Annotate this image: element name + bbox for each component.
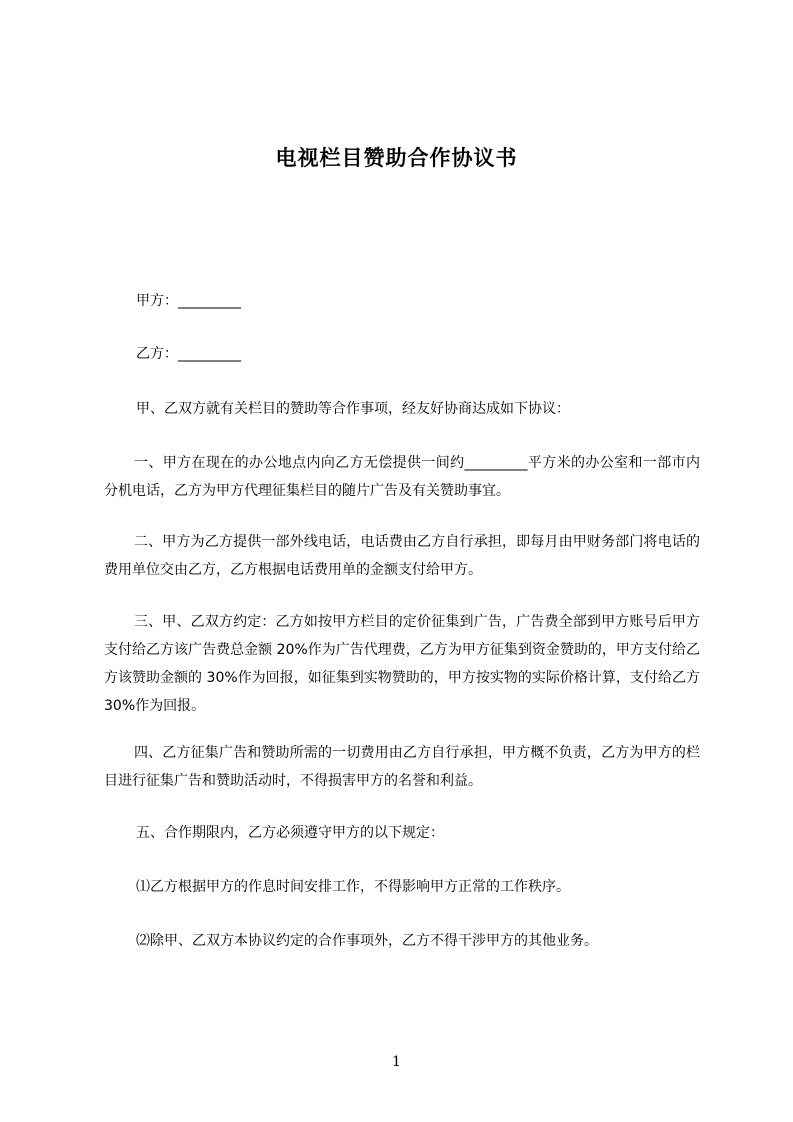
party-b-line: 乙方：_________ [136, 346, 241, 362]
clause-4: 四、乙方征集广告和赞助所需的一切费用由乙方自行承担，甲方概不负责，乙方为甲方的栏目进行征集广告和赞助活动时，不得损害甲方的名誉和利益。 [104, 745, 700, 789]
clause-1: 一、甲方在现在的办公地点内向乙方无偿提供一间约_________平方米的办公室和一部市内分机电话，乙方为甲方代理征集栏目的随片广告及有关赞助事宜。 [104, 455, 700, 499]
clause-5: 五、合作期限内，乙方必须遵守甲方的以下规定： [136, 825, 444, 841]
clause-5-item-2: ⑵除甲、乙双方本协议约定的合作事项外，乙方不得干涉甲方的其他业务。 [136, 933, 598, 949]
party-a-line: 甲方：_________ [136, 293, 241, 309]
clause-3: 三、甲、乙双方约定：乙方如按甲方栏目的定价征集到广告，广告费全部到甲方账号后甲方支付给乙方该广告费总金额 20%作为广告代理费，乙方为甲方征集到资金赞助的，甲方支付给乙方该赞助金额的 30%作为回报，如征集到实物赞助的，甲方按实物的实际价格计算，支付给乙方 30%作为回报。 [104, 614, 705, 714]
page-number: 1 [392, 1054, 401, 1070]
document-title: 电视栏目赞助合作协议书 [275, 146, 518, 170]
intro-paragraph: 甲、乙双方就有关栏目的赞助等合作事项，经友好协商达成如下协议： [136, 401, 570, 417]
clause-5-item-1: ⑴乙方根据甲方的作息时间安排工作，不得影响甲方正常的工作秩序。 [136, 879, 570, 895]
clause-2: 二、甲方为乙方提供一部外线电话，电话费由乙方自行承担，即每月由甲财务部门将电话的费用单位交由乙方，乙方根据电话费用单的金额支付给甲方。 [104, 534, 700, 578]
